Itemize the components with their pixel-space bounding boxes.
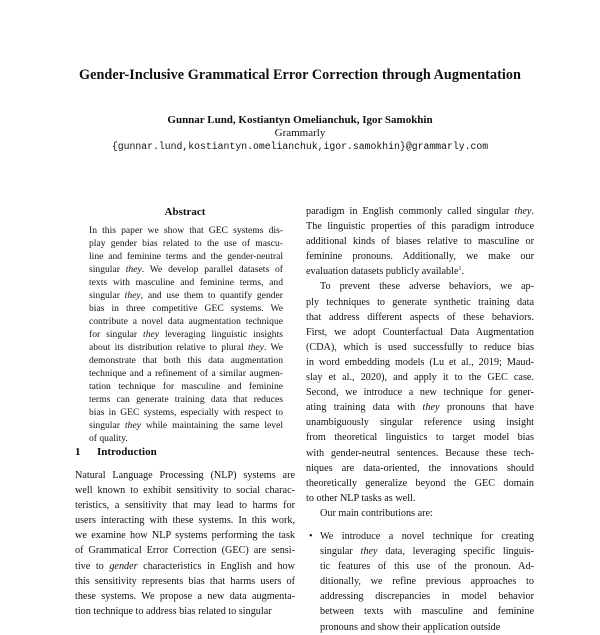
text-line: from theoretical linguistics to target model bias: [306, 432, 534, 444]
bullet-marker: •: [309, 530, 313, 542]
text-line: well known to exhibit sensitivity to social charac-: [75, 485, 295, 497]
text-line: additional kinds of biases relative to masculine or: [306, 236, 534, 248]
text-line: contribute a novel data augmentation technique: [89, 316, 283, 327]
text-line: evaluation datasets publicly available$^1$.: [306, 266, 465, 278]
text-line: feminine pronouns. Additionally, we make our: [306, 251, 534, 263]
text-line: singular they while maintaining the same level: [89, 420, 283, 431]
text-line: between texts with masculine and feminine: [320, 606, 534, 618]
text-line: Second, we introduce a new technique for gener-: [306, 387, 534, 399]
text-line: of quality.: [89, 433, 128, 444]
text-line: In this paper we show that GEC systems dis-: [89, 225, 283, 236]
text-line: texts with masculine and feminine terms, and: [89, 277, 283, 288]
text-line: We introduce a novel technique for creating: [320, 530, 534, 542]
text-line: First, we adopt Counterfactual Data Augmentation: [306, 326, 534, 338]
paper-affiliation: Grammarly: [274, 127, 326, 139]
text-line: these systems. We propose a new data augmenta-: [75, 590, 295, 602]
text-line: with gender-neutral sentences. Because these tech-: [306, 447, 534, 459]
paper-title: Gender-Inclusive Grammatical Error Correction through Augmentation: [79, 67, 521, 83]
text-line: (CDA), which is used successfully to reduce bias: [306, 341, 534, 353]
text-line: slay et al., 2020), and apply it to the GEC case.: [306, 372, 534, 384]
text-line: technique and a refinement of a similar augmen-: [89, 368, 283, 379]
text-line: line and feminine terms and the gender-neutral: [89, 251, 283, 262]
section-heading-introduction: [75, 446, 157, 458]
section-title: Introduction: [97, 446, 157, 458]
text-line: about its distribution relative to plural they. We: [89, 342, 283, 353]
abstract-body: [89, 224, 283, 445]
right-paragraph-1: [306, 204, 534, 279]
paper-emails: {gunnar.lund,kostiantyn.omelianchuk,igor.samokhin}@grammarly.com: [111, 141, 489, 152]
text-line: tive to gender characteristics in English and how: [75, 560, 295, 572]
right-column: [306, 204, 534, 635]
text-line: ply techniques to generate synthetic training data: [306, 296, 534, 308]
contribution-item: [306, 529, 534, 635]
text-line: demonstrate that both this data augmentation: [89, 355, 283, 366]
introduction-body: [75, 468, 295, 619]
text-line: this sensitivity represents bias that harms users of: [75, 575, 295, 587]
paper-authors: Gunnar Lund, Kostiantyn Omelianchuk, Igor Samokhin: [167, 114, 433, 126]
text-line: singular they data, leveraging specific linguis-: [320, 546, 534, 558]
text-line: play gender bias related to the use of mascu-: [89, 238, 283, 249]
text-line: ditionally, we refine previous approaches to: [320, 576, 534, 588]
text-line: singular they, and use them to quantify gender: [89, 290, 283, 301]
contribution-list: [306, 529, 534, 635]
text-line: tic features of this use of the pronoun. Ad-: [320, 561, 534, 573]
text-line: niques are data-oriented, the innovations should: [306, 462, 534, 474]
text-line: addressing discrepancies in model behavior: [320, 591, 534, 603]
text-line: tion technique to address bias related to singular: [75, 605, 272, 617]
text-line: users interacting with these systems. In this work,: [75, 515, 295, 527]
text-line: bias in three competitive GEC systems. We: [89, 303, 283, 314]
text-line: for singular they leveraging linguistic insights: [89, 329, 283, 340]
text-line: theoretically generalize beyond the GEC domain: [306, 477, 534, 489]
abstract-heading: Abstract: [164, 206, 206, 218]
text-line: we examine how NLP systems performing the task: [75, 530, 295, 542]
text-line: to other NLP tasks as well.: [306, 492, 416, 504]
section-number: 1: [75, 446, 81, 458]
text-line: teristics, a sensitivity that may lead to harms for: [75, 500, 295, 512]
text-line: singular they. We develop parallel datasets of: [89, 264, 283, 275]
text-line: pronouns and show their application outside: [320, 621, 501, 633]
text-line: paradigm in English commonly called singular they.: [306, 206, 534, 217]
text-line: To prevent these adverse behaviors, we ap-: [320, 281, 534, 293]
text-line: in word embedding models (Lu et al., 2019; Maud-: [306, 356, 534, 368]
text-line: of Grammatical Error Correction (GEC) are sensi-: [75, 545, 295, 557]
contribution-text: [320, 529, 534, 635]
contributions-intro: Our main contributions are:: [320, 507, 433, 519]
text-line: that address different aspects of these behaviors.: [306, 311, 534, 323]
text-line: bias in GEC systems, especially with respect to: [89, 407, 283, 418]
text-line: tation technique for masculine and feminine: [89, 381, 283, 392]
text-line: terms can generate training data that reduces: [89, 394, 283, 405]
text-line: Natural Language Processing (NLP) systems are: [75, 470, 295, 481]
text-line: The linguistic properties of this paradigm introduce: [306, 221, 534, 233]
text-line: ating training data with they pronouns that have: [306, 402, 534, 414]
right-paragraph-2: [306, 279, 534, 505]
text-line: unambiguously singular reference using insight: [306, 417, 534, 429]
